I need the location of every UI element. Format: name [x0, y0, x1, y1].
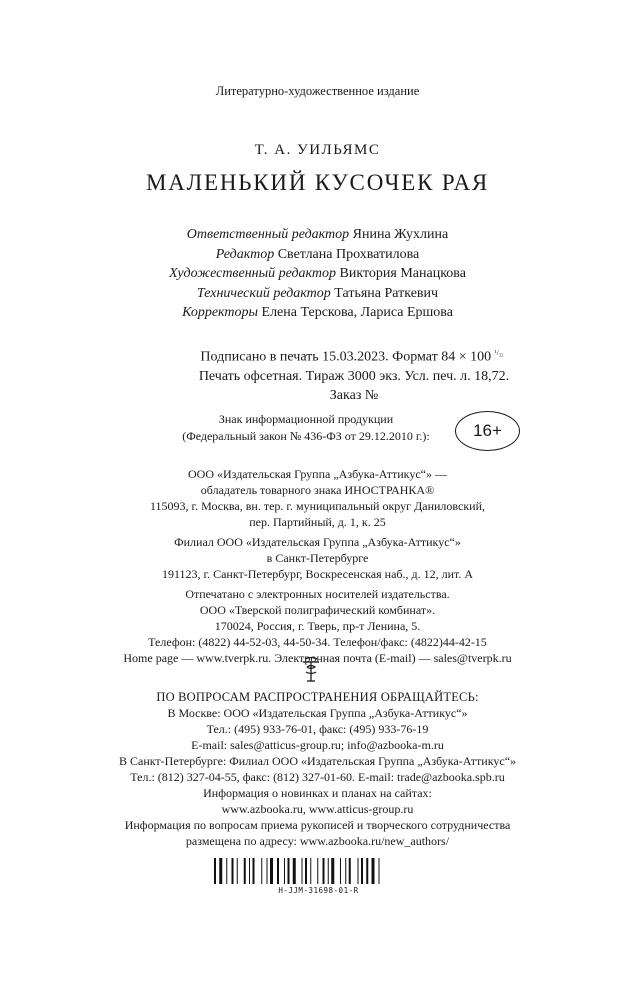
age-rating-badge: 16+ [455, 411, 520, 451]
barcode-bar [226, 858, 227, 884]
credit-line [0, 225, 635, 245]
barcode-bar [288, 858, 290, 884]
credit-line [0, 284, 635, 304]
barcode-bar [331, 858, 334, 884]
barcode-bar [249, 858, 250, 884]
barcode-bar [293, 858, 296, 884]
print-info [174, 344, 534, 405]
barcode-bar [340, 858, 341, 884]
format-fraction: ¹/₃₂ [494, 349, 504, 357]
credit-name: Елена Терскова, Лариса Ершова [261, 305, 453, 321]
barcode-text: H-JJM-31698-01-R [278, 886, 359, 895]
distribution-contacts: В Москве: ООО «Издательская Группа „Азбука-Аттикус“» Тел.: (495) 933-76-01, факс: (495) 933-76-19 E-mail: sales@atticus-group.ru; info@azbooka-m.ru В Санкт-Петербурге: Филиал ООО «Издательская Группа „Азбука-Аттикус“» Тел.: (812) 327-04-55, факс: (812) 327-01-60. E-mail: trade@azbooka.spb.ru Информация о новинках и планах на сайтах: www.azbooka.ru, www.atticus-group.ru Информация по вопросам приема рукописей и творческого сотрудничества размещена по адресу: www.azbooka.ru/new_authors/ [118, 706, 517, 848]
barcode-bar [372, 858, 375, 884]
credit-name: Татьяна Раткевич [334, 285, 439, 301]
author-name: Т. А. УИЛЬЯМС [254, 142, 381, 158]
book-title: МАЛЕНЬКИЙ КУСОЧЕК РАЯ [145, 170, 490, 195]
credit-role: Ответственный редактор [186, 227, 350, 242]
barcode-bar [366, 858, 368, 884]
branch-info: Филиал ООО «Издательская Группа „Азбука-Аттикус“» в Санкт-Петербурге 191123, г. Санкт-Петербург, Воскресенская наб., д. 12, лит. А [161, 535, 474, 581]
credit-line [0, 303, 635, 323]
credit-role: Художественный редактор [169, 266, 337, 282]
genre-label: Литературно-художественное издание [215, 84, 420, 98]
barcode-bar [237, 858, 238, 884]
age-rating-text: Знак информационной продукции (Федеральный закон № 436-ФЗ от 29.12.2010 г.): [182, 412, 430, 443]
credit-role: Корректоры [182, 305, 259, 321]
barcode-bar [219, 858, 222, 884]
barcode-bar [317, 858, 318, 884]
publisher-monogram-icon [300, 656, 322, 684]
barcode-bar [244, 858, 246, 884]
credit-name: Янина Жухлина [352, 227, 449, 242]
credit-role: Технический редактор [196, 285, 331, 301]
distribution-heading: ПО ВОПРОСАМ РАСПРОСТРАНЕНИЯ ОБРАЩАЙТЕСЬ: [156, 690, 479, 704]
barcode-bar [305, 858, 307, 884]
barcode-bars [214, 858, 423, 884]
barcode-bar [379, 858, 380, 884]
credits-list [0, 225, 635, 323]
barcode-bar [358, 858, 359, 884]
credit-name: Светлана Прохватилова [277, 246, 420, 262]
credit-line [0, 264, 635, 284]
print-info-line: Печать офсетная. Тираж 3000 экз. Усл. печ. л. 18,72. [198, 368, 510, 384]
publisher-info: ООО «Издательская Группа „Азбука-Аттикус“» — обладатель товарного знака ИНОСТРАНКА® 115093, г. Москва, вн. тер. г. муниципальный округ Даниловский, пер. Партийный, д. 1, к. 25 [149, 467, 486, 529]
barcode-bar [267, 858, 268, 884]
order-number: Заказ № [329, 387, 379, 403]
print-info-line: Подписано в печать 15.03.2023. Формат 84 × 100 $^{^1/_{32}}$ [200, 349, 504, 365]
barcode [214, 858, 423, 895]
barcode-bar [232, 858, 234, 884]
credit-line [0, 245, 635, 265]
barcode-bar [253, 858, 255, 884]
barcode-bar [261, 858, 262, 884]
credit-role: Редактор [215, 246, 275, 262]
printer-info: Отпечатано с электронных носителей издательства. ООО «Тверской полиграфический комбинат». 170024, Россия, г. Тверь, пр-т Ленина, 5. Телефон: (4822) 44-52-03, 44-50-34. Телефон/факс: (4822)44-42-15 Home page — www.tverpk.ru. Электронная почта (E-mail) — sales@tverpk.ru [123, 587, 512, 665]
barcode-bar [302, 858, 303, 884]
barcode-bar [361, 858, 363, 884]
barcode-bar [345, 858, 346, 884]
barcode-bar [284, 858, 285, 884]
barcode-bar [214, 858, 216, 884]
barcode-bar [328, 858, 329, 884]
barcode-bar [277, 858, 279, 884]
barcode-bar [270, 858, 273, 884]
barcode-bar [349, 858, 351, 884]
barcode-bar [310, 858, 311, 884]
barcode-bar [323, 858, 325, 884]
credit-name: Виктория Манацкова [339, 266, 466, 282]
